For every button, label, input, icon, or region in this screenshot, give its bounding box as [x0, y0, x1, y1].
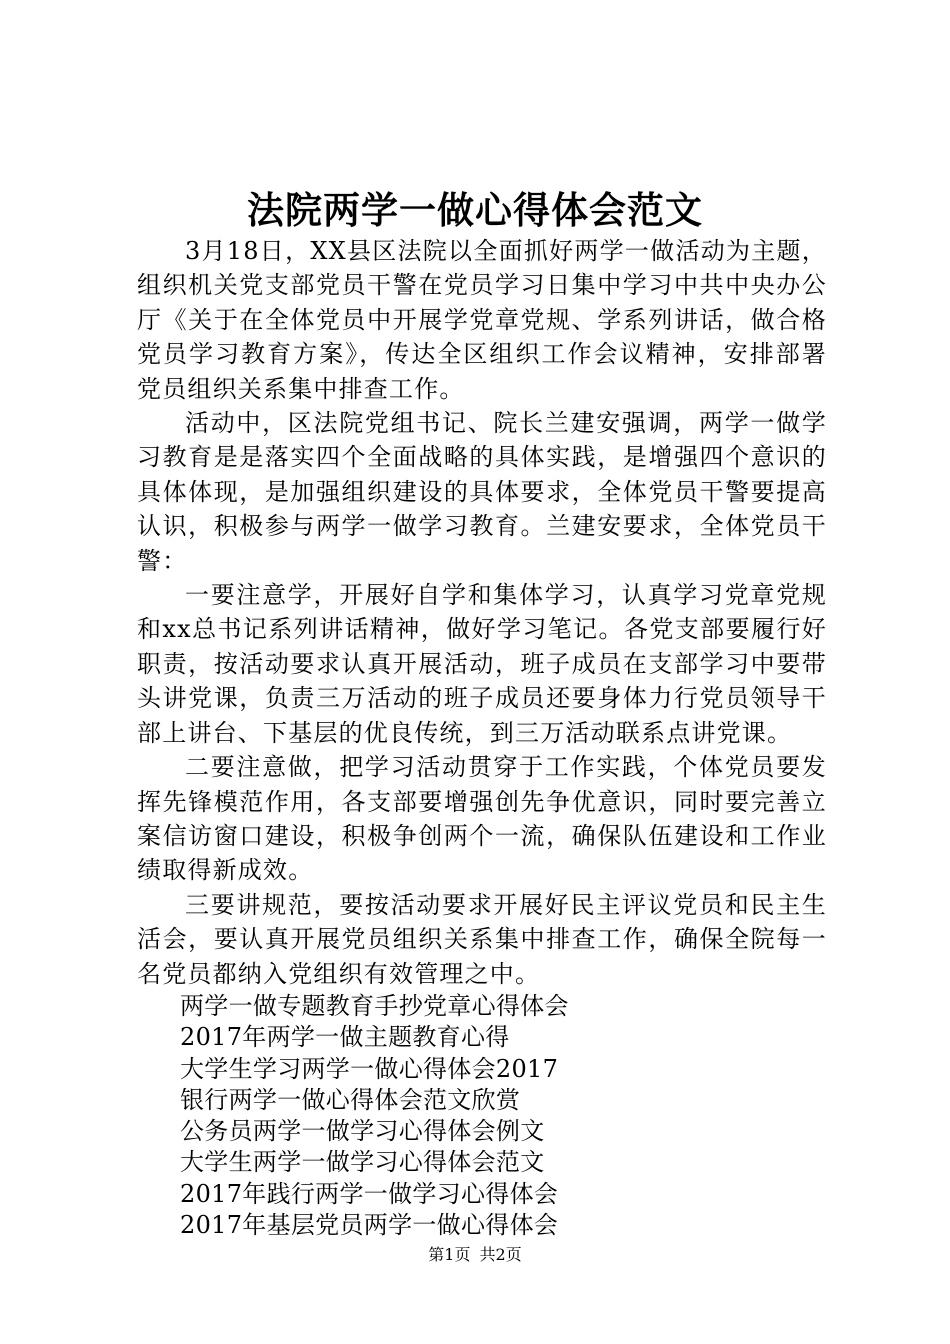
document-body [137, 234, 827, 1241]
related-article-item: 2017年基层党员两学一做心得体会 [180, 1211, 559, 1240]
document-title: 法院两学一做心得体会范文 [247, 188, 703, 232]
related-article-item: 大学生学习两学一做心得体会2017 [180, 1054, 559, 1083]
paragraph-president-remarks: 活动中，区法院党组书记、院长兰建安强调，两学一做学习教育是是落实四个全面战略的具体实践，是增强四个意识的具体体现，是加强组织建设的具体要求，全体党员干警要提高认识，积极参与两学一做学习教育。兰建安要求，全体党员干警： [137, 409, 827, 575]
related-article-item: 两学一做专题教育手抄党章心得体会 [180, 991, 569, 1020]
related-articles-list [137, 991, 827, 1241]
paragraph-requirement-three: 三要讲规范，要按活动要求开展好民主评议党员和民主生活会，要认真开展党员组织关系集中排查工作，确保全院每一名党员都纳入党组织有效管理之中。 [137, 890, 827, 988]
related-article-item: 大学生两学一做学习心得体会范文 [180, 1148, 545, 1177]
paragraph-meeting-intro: 3月18日，XX县区法院以全面抓好两学一做活动为主题，组织机关党支部党员干警在党员学习日集中学习中共中央办公厅《关于在全体党员中开展学党章党规、学系列讲话，做合格党员学习教育方案》，传达全区组织工作会议精神，安排部署党员组织关系集中排查工作。 [137, 237, 827, 403]
related-article-item: 银行两学一做心得体会范文欣赏 [180, 1085, 521, 1114]
paragraph-requirement-one: 一要注意学，开展好自学和集体学习，认真学习党章党规和xx总书记系列讲话精神，做好学习笔记。各党支部要履行好职责，按活动要求认真开展活动，班子成员在支部学习中要带头讲党课，负责三万活动的班子成员还要身体力行党员领导干部上讲台、下基层的优良传统，到三万活动联系点讲党课。 [137, 581, 827, 747]
paragraph-requirement-two: 二要注意做，把学习活动贯穿于工作实践，个体党员要发挥先锋模范作用，各支部要增强创先争优意识，同时要完善立案信访窗口建设，积极争创两个一流，确保队伍建设和工作业绩取得新成效。 [137, 753, 827, 885]
related-article-item: 公务员两学一做学习心得体会例文 [180, 1117, 545, 1146]
page-number-footer: 第1页 共2页 [428, 1245, 522, 1264]
related-article-item: 2017年践行两学一做学习心得体会 [180, 1179, 559, 1208]
related-article-item: 2017年两学一做主题教育心得 [180, 1023, 510, 1052]
